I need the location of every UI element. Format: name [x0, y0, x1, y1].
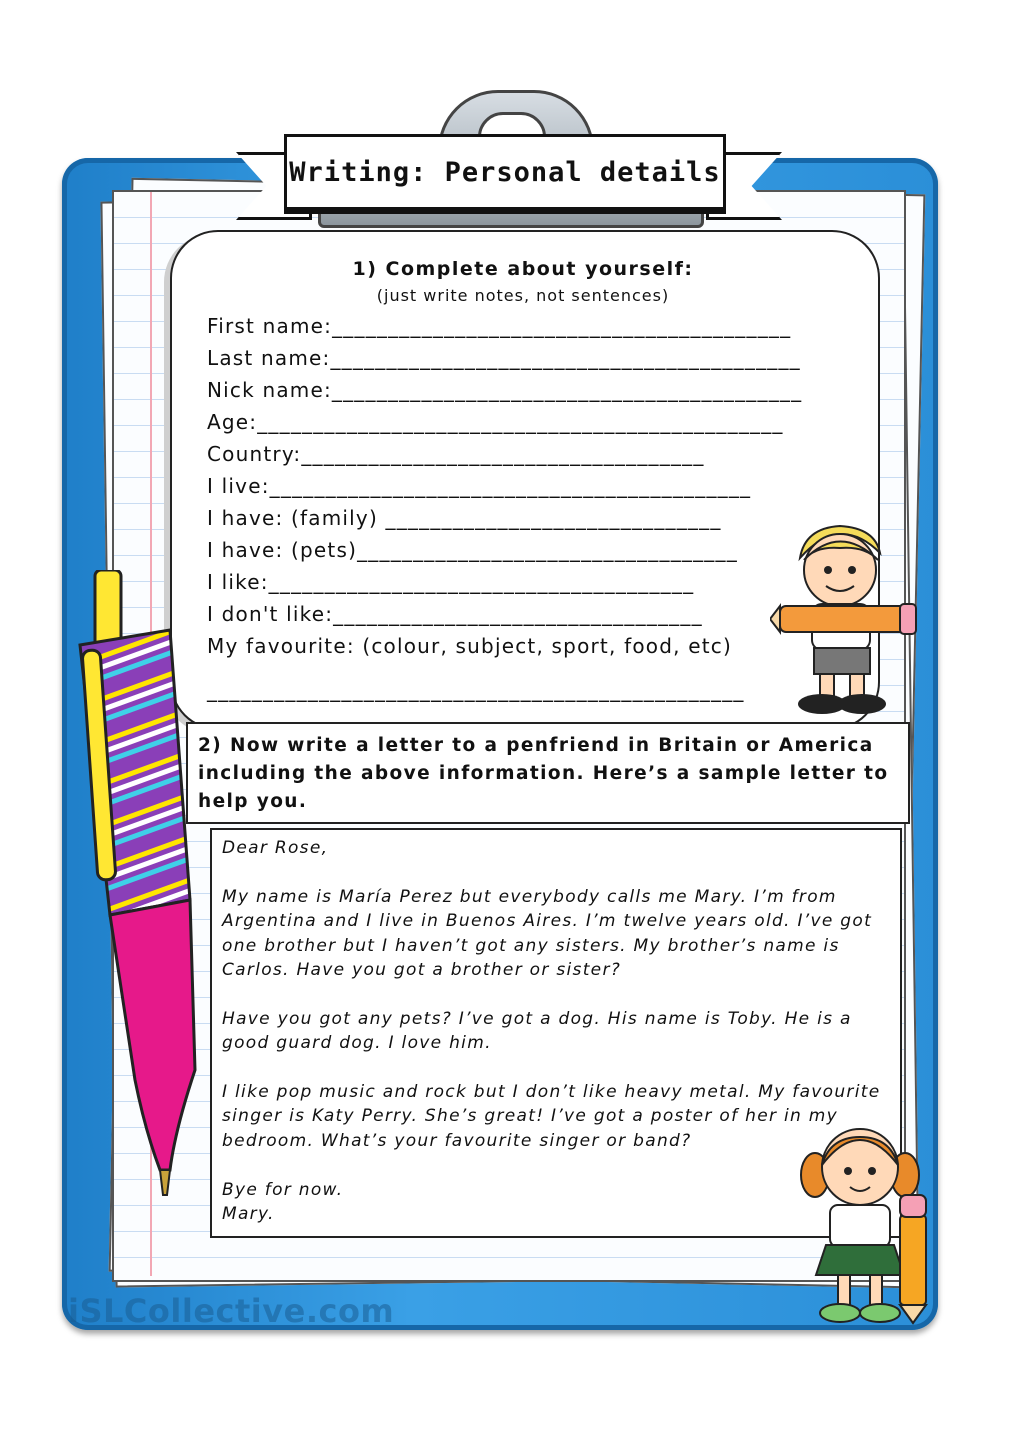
field-first-name: First name:_________________________________________	[207, 314, 792, 338]
field-my-favourite: My favourite: (colour, subject, sport, food, etc)	[207, 634, 732, 658]
section1-heading: 1) Complete about yourself:	[352, 258, 694, 280]
boy-with-pencil-icon	[770, 518, 920, 718]
field-favourite-answer-line: ________________________________________________	[207, 678, 745, 702]
letter-closing: Bye for now.	[222, 1180, 344, 1200]
letter-greeting: Dear Rose,	[222, 838, 329, 858]
field-i-live: I live:___________________________________________	[207, 474, 752, 498]
pen-icon	[75, 570, 205, 1210]
watermark-logo: iSLCollective.com	[68, 1292, 395, 1330]
field-i-dont-like: I don't like:_________________________________	[207, 602, 703, 626]
field-i-like: I like:______________________________________	[207, 570, 695, 594]
field-family: I have: (family) ______________________________	[207, 506, 722, 530]
letter-signature: Mary.	[222, 1204, 275, 1224]
field-nick-name: Nick name:__________________________________________	[207, 378, 803, 402]
girl-with-pencil-icon	[800, 1115, 940, 1325]
field-last-name: Last name:__________________________________________	[207, 346, 801, 370]
section1-subheading: (just write notes, not sentences)	[376, 286, 670, 305]
section2-instruction: 2) Now write a letter to a penfriend in Britain or America including the above information. Here’s a sample letter to help you.	[198, 735, 889, 812]
title-banner	[284, 134, 726, 210]
field-country: Country:____________________________________	[207, 442, 705, 466]
letter-paragraph: I like pop music and rock but I don’t like heavy metal. My favourite singer is Katy Perry. She’s great! I’ve got a poster of her in my bedroom. What’s your favourite singer or band?	[222, 1082, 881, 1151]
field-pets: I have: (pets)__________________________________	[207, 538, 738, 562]
field-age: Age:_______________________________________________	[207, 410, 784, 434]
page-title: Writing: Personal details	[289, 156, 721, 188]
letter-paragraph: My name is María Perez but everybody calls me Mary. I’m from Argentina and I live in Buenos Aires. I’m twelve years old. I’ve got one brother but I haven’t got any sisters. My brother’s name is Carlos. Have you got a brother or sister?	[222, 887, 873, 981]
letter-paragraph: Have you got any pets? I’ve got a dog. His name is Toby. He is a good guard dog. I love him.	[222, 1009, 852, 1054]
